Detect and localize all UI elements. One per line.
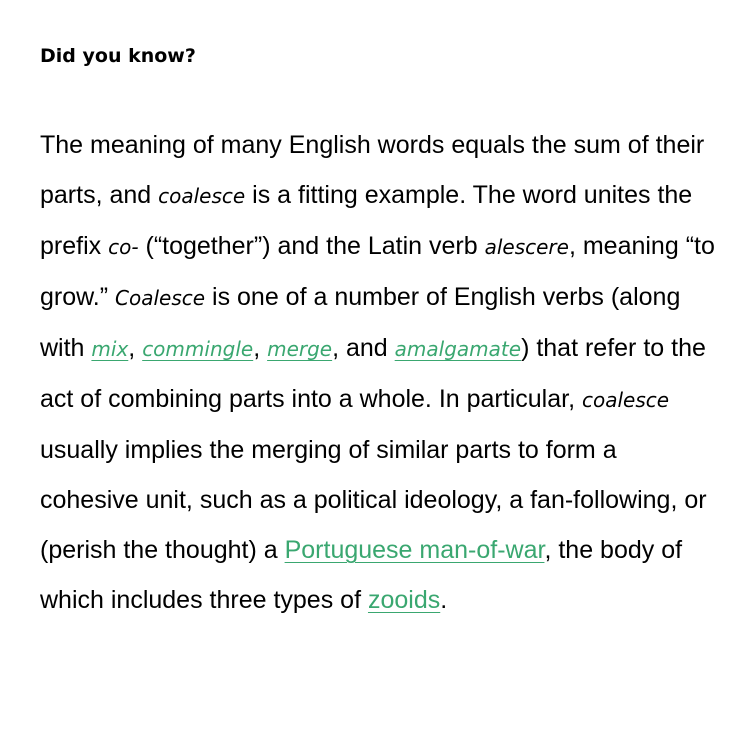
italic-word-coalesce: coalesce (158, 184, 246, 208)
text-segment: is one of a number of English verbs (along with (40, 283, 681, 362)
italic-word-alescere: alescere (484, 235, 569, 259)
explanation-paragraph (40, 120, 720, 625)
text-segment: usually implies the merging of similar parts to form a cohesive unit, such as a political ideology, a fan-following, or (perish the thought) a (40, 436, 707, 564)
text-segment: , and (332, 334, 395, 362)
link-commingle[interactable]: commingle (142, 337, 254, 361)
italic-word-coalesce-capitalized: Coalesce (115, 286, 206, 310)
link-zooids[interactable]: zooids (367, 586, 441, 614)
link-mix[interactable]: mix (91, 337, 129, 361)
text-segment: , (253, 334, 268, 362)
text-segment: , the body of which includes three types of (40, 536, 683, 614)
link-merge[interactable]: merge (267, 337, 333, 361)
link-portuguese-man-of-war[interactable]: Portuguese man-of-war (284, 536, 545, 564)
text-segment: ) that refer to the act of combining parts into a whole. In particular, (40, 334, 706, 413)
link-amalgamate[interactable]: amalgamate (394, 337, 522, 361)
text-segment: (“together”) and the Latin verb (138, 232, 485, 260)
italic-word-co: co- (108, 235, 139, 259)
section-heading: Did you know? (40, 45, 196, 67)
text-segment: , (128, 334, 143, 362)
italic-word-coalesce: coalesce (581, 388, 670, 412)
text-segment: , meaning “to grow.” (40, 232, 715, 311)
text-segment: is a fitting example. The word unites the prefix (40, 181, 693, 260)
text-segment: The meaning of many English words equals the sum of their parts, and (40, 131, 705, 209)
text-segment: . (440, 586, 448, 614)
